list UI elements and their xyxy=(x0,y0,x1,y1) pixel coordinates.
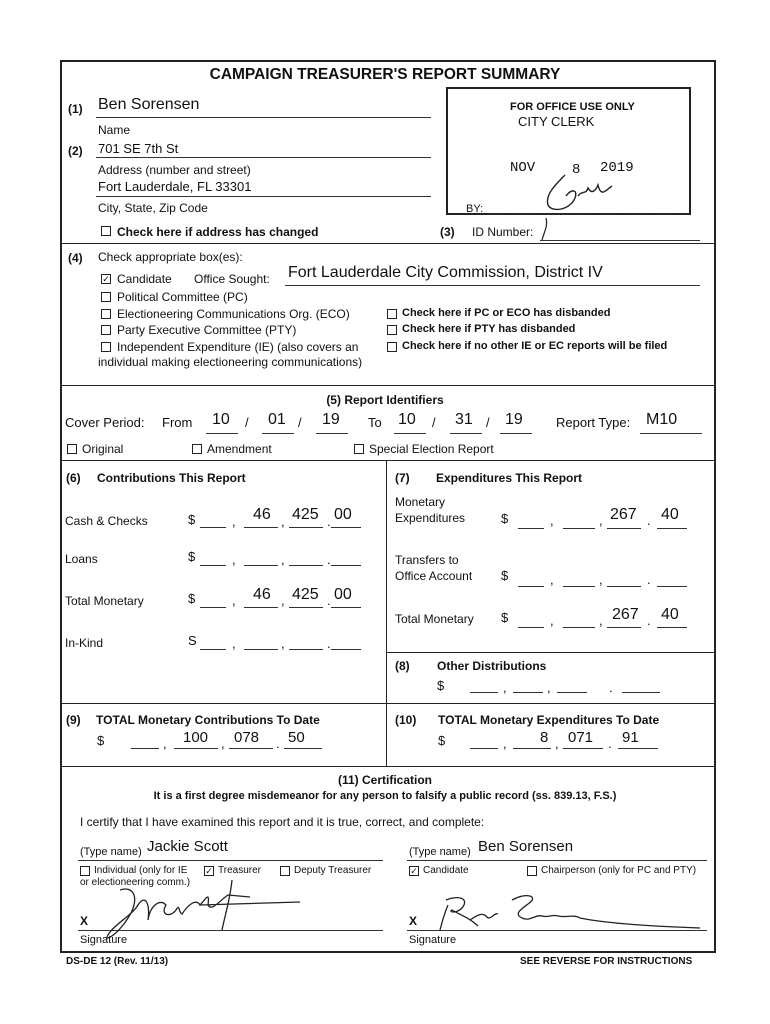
city-label: City, State, Zip Code xyxy=(98,201,208,215)
pc-label: Political Committee (PC) xyxy=(117,290,248,304)
cash-hundreds[interactable]: 425 xyxy=(292,506,319,523)
cash-cents[interactable]: 00 xyxy=(334,506,352,523)
total-contrib-comma-1: , xyxy=(232,593,236,608)
total-contrib-to-date-comma-1: , xyxy=(163,736,167,751)
to-slash-1: / xyxy=(432,415,436,430)
treasurer-x-mark: X xyxy=(80,914,89,928)
total-contrib-hundreds[interactable]: 425 xyxy=(292,586,319,603)
stamp-header: FOR OFFICE USE ONLY xyxy=(510,101,635,113)
section-number-4: (4) xyxy=(68,251,83,265)
monetary-exp-dot: . xyxy=(647,513,651,528)
pty-label: Party Executive Committee (PTY) xyxy=(117,323,297,337)
treasurer-name[interactable]: Jackie Scott xyxy=(147,838,228,855)
total-exp-dot: . xyxy=(647,613,651,628)
transfers-label-2: Office Account xyxy=(395,569,473,583)
total-contrib-to-date-thousands[interactable]: 100 xyxy=(183,729,209,746)
cover-period-label: Cover Period: xyxy=(65,415,145,430)
amendment-label: Amendment xyxy=(207,442,272,456)
transfers-comma-2: , xyxy=(599,572,603,587)
section-number-8: (8) xyxy=(395,659,410,673)
address-label: Address (number and street) xyxy=(98,163,251,177)
loans-comma-1: , xyxy=(232,552,236,567)
filer-address[interactable]: 701 SE 7th St xyxy=(98,141,179,156)
certification-heading: (11) Certification xyxy=(337,773,433,787)
treasurer-checkbox[interactable]: ✓ xyxy=(205,866,213,876)
total-exp-to-date-comma-2: , xyxy=(555,736,559,751)
certify-text: I certify that I have examined this report and it is true, correct, and complete: xyxy=(80,815,485,829)
inkind-dot: . xyxy=(327,636,331,651)
treasurer-signature-label: Signature xyxy=(80,934,128,946)
candidate-label: Candidate xyxy=(117,272,172,286)
total-contrib-dot: . xyxy=(327,593,331,608)
section-number-6: (6) xyxy=(66,471,81,485)
treasurer-label: Treasurer xyxy=(218,865,261,876)
report-type-label: Report Type: xyxy=(556,415,631,430)
individual-label-1: Individual (only for IE xyxy=(94,865,188,876)
report-type-value[interactable]: M10 xyxy=(646,411,678,428)
cash-thousands[interactable]: 46 xyxy=(253,506,271,523)
deputy-treasurer-label: Deputy Treasurer xyxy=(294,865,372,876)
cash-comma-2: , xyxy=(281,514,285,529)
section-number-7: (7) xyxy=(395,471,410,485)
cert-candidate-checkbox[interactable]: ✓ xyxy=(410,866,418,876)
candidate-checkbox[interactable]: ✓ xyxy=(102,274,110,284)
candidate-signature-label: Signature xyxy=(409,934,457,946)
total-exp-to-date-hundreds[interactable]: 071 xyxy=(568,729,594,746)
total-contrib-thousands[interactable]: 46 xyxy=(253,586,271,603)
total-exp-hundreds[interactable]: 267 xyxy=(612,606,639,623)
total-contrib-to-date-heading: TOTAL Monetary Contributions To Date xyxy=(96,713,320,727)
monetary-exp-dollar: $ xyxy=(501,511,509,526)
contributions-heading: Contributions This Report xyxy=(97,471,246,485)
cash-checks-label: Cash & Checks xyxy=(65,514,148,528)
id-number-label: ID Number: xyxy=(472,225,534,239)
total-exp-cents[interactable]: 40 xyxy=(661,606,679,623)
to-slash-2: / xyxy=(486,415,490,430)
treasurer-type-name-label: (Type name) xyxy=(80,846,142,858)
stamp-year: 2019 xyxy=(600,160,634,176)
from-year[interactable]: 19 xyxy=(322,411,340,428)
total-exp-to-date-heading: TOTAL Monetary Expenditures To Date xyxy=(438,713,660,727)
candidate-type-name-label: (Type name) xyxy=(409,846,471,858)
inkind-dollar-sign: S xyxy=(188,633,197,648)
form-id: DS-DE 12 (Rev. 11/13) xyxy=(66,956,169,967)
cash-comma-1: , xyxy=(232,514,236,529)
total-contrib-to-date-comma-2: , xyxy=(221,736,225,751)
from-slash-2: / xyxy=(298,415,302,430)
to-label: To xyxy=(368,415,382,430)
transfers-dollar: $ xyxy=(501,568,509,583)
total-exp-comma-1: , xyxy=(550,613,554,628)
special-election-label: Special Election Report xyxy=(369,442,494,456)
filer-city[interactable]: Fort Lauderdale, FL 33301 xyxy=(98,179,252,194)
to-day[interactable]: 31 xyxy=(455,411,473,428)
section-number-2: (2) xyxy=(68,144,83,158)
total-monetary-contrib-label: Total Monetary xyxy=(65,594,144,608)
stamp-day: 8 xyxy=(572,162,581,178)
candidate-name[interactable]: Ben Sorensen xyxy=(478,838,574,855)
total-contrib-to-date-hundreds[interactable]: 078 xyxy=(234,729,260,746)
inkind-comma-2: , xyxy=(281,636,285,651)
total-contrib-cents[interactable]: 00 xyxy=(334,586,352,603)
loans-dollar-sign: $ xyxy=(188,549,196,564)
total-exp-dollar: $ xyxy=(501,610,509,625)
total-exp-to-date-comma-1: , xyxy=(503,736,507,751)
total-contrib-comma-2: , xyxy=(281,593,285,608)
other-comma-1: , xyxy=(503,680,507,695)
total-exp-to-date-dot: . xyxy=(608,736,612,751)
transfers-dot: . xyxy=(647,572,651,587)
see-reverse-instructions: SEE REVERSE FOR INSTRUCTIONS xyxy=(520,956,693,967)
loans-dot: . xyxy=(327,552,331,567)
other-dot: . xyxy=(609,680,613,695)
total-contrib-to-date-cents[interactable]: 50 xyxy=(288,729,305,746)
inkind-comma-1: , xyxy=(232,636,236,651)
original-label: Original xyxy=(82,442,124,456)
loans-comma-2: , xyxy=(281,552,285,567)
total-contrib-to-date-dot: . xyxy=(276,736,280,751)
section-number-3: (3) xyxy=(440,225,455,239)
cert-candidate-label: Candidate xyxy=(423,865,469,876)
monetary-exp-cents[interactable]: 40 xyxy=(661,506,679,523)
identifiers-heading: (5) Report Identifiers xyxy=(326,393,444,407)
individual-label-2: or electioneering comm.) xyxy=(80,877,191,888)
monetary-exp-comma-1: , xyxy=(550,513,554,528)
form-title: CAMPAIGN TREASURER'S REPORT SUMMARY xyxy=(209,66,561,83)
from-slash-1: / xyxy=(245,415,249,430)
name-label: Name xyxy=(98,123,131,137)
expenditures-heading: Expenditures This Report xyxy=(436,471,583,485)
total-monetary-exp-label: Total Monetary xyxy=(395,612,474,626)
total-exp-to-date-dollar: $ xyxy=(438,733,446,748)
total-contrib-dollar-sign: $ xyxy=(188,591,196,606)
address-changed-label: Check here if address has changed xyxy=(117,225,319,239)
office-sought-label: Office Sought: xyxy=(194,272,270,286)
pc-eco-disbanded-label: Check here if PC or ECO has disbanded xyxy=(402,307,611,319)
monetary-exp-label-1: Monetary xyxy=(395,495,446,509)
to-year[interactable]: 19 xyxy=(505,411,523,428)
total-exp-to-date-thousands[interactable]: 8 xyxy=(540,729,549,746)
check-boxes-heading: Check appropriate box(es): xyxy=(98,250,243,264)
section-number-10: (10) xyxy=(395,713,417,727)
ie-label-line1: Independent Expenditure (IE) (also covers an xyxy=(117,340,359,354)
other-dollar: $ xyxy=(437,678,445,693)
from-day[interactable]: 01 xyxy=(268,411,286,428)
section-number-9: (9) xyxy=(66,713,81,727)
monetary-exp-label-2: Expenditures xyxy=(395,511,466,525)
loans-label: Loans xyxy=(65,552,98,566)
from-label: From xyxy=(162,415,193,430)
cash-dollar-sign: $ xyxy=(188,512,196,527)
pty-disbanded-label: Check here if PTY has disbanded xyxy=(402,323,576,335)
cash-dot: . xyxy=(327,514,331,529)
office-sought-value[interactable]: Fort Lauderdale City Commission, District IV xyxy=(288,264,603,281)
candidate-x-mark: X xyxy=(409,914,418,928)
transfers-label-1: Transfers to xyxy=(395,553,459,567)
total-exp-comma-2: , xyxy=(599,613,603,628)
from-month[interactable]: 10 xyxy=(212,411,230,428)
stamp-by-label: BY: xyxy=(466,203,484,215)
no-other-ie-label: Check here if no other IE or EC reports will be filed xyxy=(402,340,668,352)
transfers-comma-1: , xyxy=(550,572,554,587)
total-contrib-to-date-dollar: $ xyxy=(97,733,105,748)
other-distributions-heading: Other Distributions xyxy=(437,659,547,673)
monetary-exp-hundreds[interactable]: 267 xyxy=(610,506,637,523)
chairperson-label: Chairperson (only for PC and PTY) xyxy=(541,865,697,876)
in-kind-label: In-Kind xyxy=(65,636,104,650)
ie-label-line2: individual making electioneering communications) xyxy=(98,355,363,369)
other-comma-2: , xyxy=(547,680,551,695)
monetary-exp-comma-2: , xyxy=(599,513,603,528)
eco-label: Electioneering Communications Org. (ECO) xyxy=(117,307,350,321)
filer-name[interactable]: Ben Sorensen xyxy=(98,96,200,113)
certification-warning: It is a first degree misdemeanor for any person to falsify a public record (ss. 839.13, F.S.) xyxy=(153,790,617,802)
section-number-1: (1) xyxy=(68,102,83,116)
stamp-month: NOV xyxy=(510,160,536,176)
total-exp-to-date-cents[interactable]: 91 xyxy=(622,729,639,746)
stamp-city-clerk: CITY CLERK xyxy=(518,114,595,129)
to-month[interactable]: 10 xyxy=(398,411,416,428)
